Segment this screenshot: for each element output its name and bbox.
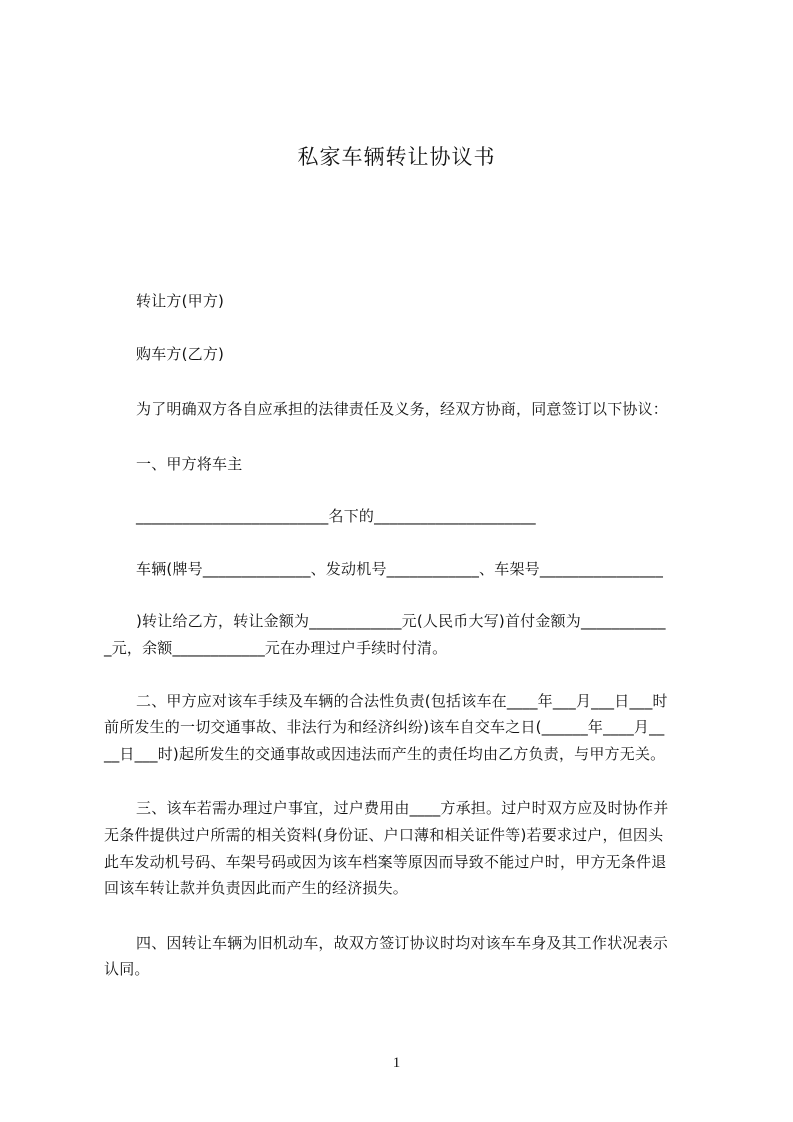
clause-3-line-1: 三、该车若需办理过户事宜，过户费用由____方承担。过户时双方应及时协作并 xyxy=(136,799,669,817)
intro-paragraph: 为了明确双方各自应承担的法律责任及义务，经双方协商，同意签订以下协议： xyxy=(136,400,669,418)
document-title: 私家车辆转让协议书 xyxy=(297,145,496,169)
clause-1-owner-line: _________________________名下的_____________________ xyxy=(136,507,536,525)
clause-3-line-3: 此车发动机号码、车架号码或因为该车档案等原因而导致不能过户时，甲方无条件退 xyxy=(104,853,667,871)
clause-4-line-2: 认同。 xyxy=(104,960,150,978)
clause-1-balance-line: _元，余额____________元在办理过户手续时付清。 xyxy=(104,639,448,657)
clause-3-line-2: 无条件提供过户所需的相关资料(身份证、户口薄和相关证件等)若要求过户，但因头 xyxy=(104,826,664,844)
clause-2-line-3: __日___时)起所发生的交通事故或因违法而产生的责任均由乙方负责，与甲方无关。 xyxy=(104,745,666,763)
transferor-label: 转让方(甲方) xyxy=(136,292,225,310)
clause-2-line-1: 二、甲方应对该车手续及车辆的合法性负责(包括该车在____年___月___日___时 xyxy=(136,692,668,710)
clause-1-heading: 一、甲方将车主 xyxy=(136,455,243,473)
clause-3-line-4: 回该车转让款并负责因此而产生的经济损失。 xyxy=(104,879,409,897)
buyer-label: 购车方(乙方) xyxy=(136,345,225,363)
clause-2-line-2: 前所发生的一切交通事故、非法行为和经济纠纷)该车自交车之日(______年____月__ xyxy=(104,718,665,736)
page-number: 1 xyxy=(392,1055,401,1071)
clause-1-amount-line: )转让给乙方，转让金额为____________元(人民币大写)首付金额为___________ xyxy=(136,612,666,630)
clause-4-line-1: 四、因转让车辆为旧机动车，故双方签订协议时均对该车车身及其工作状况表示 xyxy=(136,934,669,952)
clause-1-vehicle-line: 车辆(牌号______________、发动机号____________、车架号________________ xyxy=(136,560,664,578)
